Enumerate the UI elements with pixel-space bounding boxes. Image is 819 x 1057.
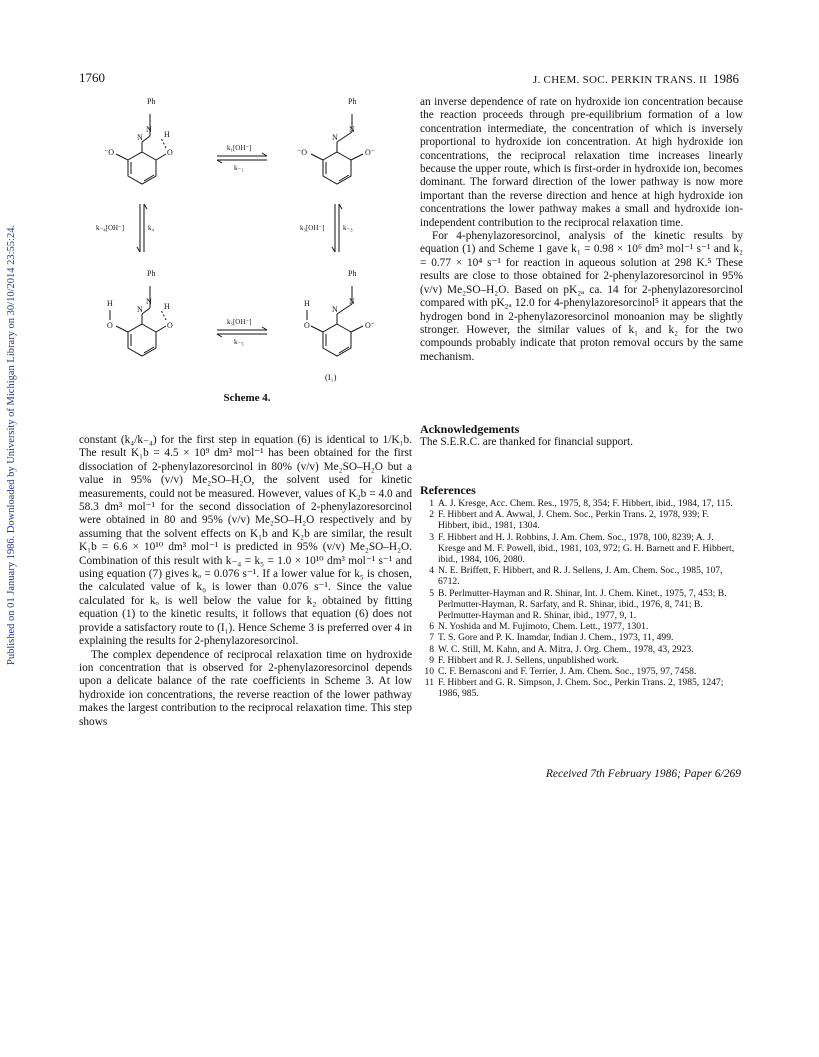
arrow-label-k4: k₋₄[OH⁻] [96, 224, 125, 232]
reference-item: 1 A. J. Kresge, Acc. Chem. Res., 1975, 8, 354; F. Hibbert, ibid., 1984, 17, 115. [429, 498, 733, 509]
svg-text:N: N [146, 297, 152, 306]
svg-text:N: N [332, 305, 338, 314]
svg-text:⁻O: ⁻O [297, 148, 307, 157]
svg-text:H: H [164, 302, 170, 311]
reference-item: 6 N. Yoshida and M. Fujimoto, Chem. Lett., 1977, 1301. [429, 621, 649, 633]
reference-item: 10 C. F. Bernasconi and F. Terrier, J. Am. Chem. Soc., 1975, 97, 7458. [424, 666, 697, 678]
svg-text:O: O [304, 321, 310, 330]
running-head [533, 71, 739, 87]
arrow-label-km5: k₋₅ [234, 338, 244, 346]
journal-name: J. CHEM. SOC. PERKIN TRANS. II [532, 74, 707, 86]
reference-item: 11 F. Hibbert and G. R. Simpson, J. Chem. Soc., Perkin Trans. 2, 1985, 1247; 1986, 985. [424, 677, 724, 700]
svg-text:O⁻: O⁻ [365, 148, 375, 157]
right-paragraph-1: an inverse dependence of rate on hydroxide ion concentration because the reaction proceeds through pre-equilibrium formation of a low concentration intermediate, the concentration of which is inversely proportional to hydroxide ion concentration. At high hydroxide ion concentrations, the reciprocal relaxation time increases linearly because the upper route, which is first-order in hydroxide ion, becomes dominant. The forward direction of the lower pathway is now more important than the reverse direction and hence at high hydroxide ion concentrations the lower pathway makes a small and hydroxide ion-independent contribution to the reciprocal relaxation time. [420, 96, 743, 229]
download-note: Published on 01 January 1986. Downloaded by University of Michigan Library on 30/10/2014 23:55:24. [6, 224, 17, 665]
reference-item: 4 N. E. Briffett, F. Hibbert, and R. J. Sellens, J. Am. Chem. Soc., 1985, 107, 6712. [429, 565, 723, 588]
compound-label: (I₁) [325, 372, 337, 382]
page-number: 1760 [79, 70, 105, 85]
svg-text:Ph: Ph [348, 97, 357, 106]
arrow-label-k1: k₁[OH⁻] [227, 144, 252, 152]
scheme-diagram [82, 92, 412, 392]
structure-top-right [311, 114, 363, 184]
download-watermark [0, 150, 20, 670]
reference-item: 7 T. S. Gore and P. K. Inamdar, Indian J. Chem., 1973, 11, 499. [429, 632, 674, 644]
svg-text:H: H [304, 299, 310, 308]
svg-text:O: O [107, 321, 113, 330]
svg-text:Ph: Ph [147, 269, 156, 278]
reference-item: 3 F. Hibbert and H. J. Robbins, J. Am. Chem. Soc., 1978, 100, 8239; A. J. Kresge and M. F. Powell, ibid., 1981, 103, 972; G. H. Barnett and F. Hibbert, ibid., 1984, 106, 2080. [429, 531, 735, 566]
svg-text:N: N [137, 133, 143, 142]
arrow-label-km3: k₋₃ [343, 224, 353, 232]
scheme-caption: Scheme 4. [223, 392, 271, 404]
svg-text:Ph: Ph [348, 269, 357, 278]
structure-bottom-left [110, 286, 166, 356]
svg-text:H: H [107, 299, 113, 308]
svg-text:O: O [167, 321, 173, 330]
arrow-label-k3: k₃[OH⁻] [300, 224, 325, 232]
reference-item: 9 F. Hibbert and R. J. Sellens, unpublished work. [429, 654, 619, 666]
structure-top-left [116, 114, 166, 184]
reference-item: 8 W. C. Still, M. Kahn, and A. Mitra, J. Org. Chem., 1978, 43, 2923. [429, 643, 694, 655]
svg-text:O⁻: O⁻ [365, 321, 375, 330]
arrow-label-km1: k₋₁ [234, 164, 244, 172]
right-column-text [420, 96, 743, 364]
right-paragraph-2: For 4-phenylazoresorcinol, analysis of the kinetic results by equation (1) and Scheme 1 gave k₁ = 0.98 × 10⁶ dm³ mol⁻¹ s⁻¹ and k₂ = 0.77 × 10⁴ s⁻¹ for reaction in aqueous solution at 298 K.⁵ These results are close to those obtained for 2-phenylazoresorcinol in 95% (v/v) Me₂SO–H₂O. Based on pK₂ₐ ca. 14 for 2-phenylazoresorcinol compared with pK₂ₐ 12.0 for 4-phenylazoresorcinol⁵ it appears that the hydrogen bond in 2-phenylazoresorcinol monoanion may be slightly stronger. However, the similar values of k₁ and k₂ for the two compounds probably indicate that proton removal occurs by the same mechanism. [420, 230, 743, 363]
arrow-label-k4b: k₄ [148, 224, 154, 232]
scheme-figure [82, 92, 412, 412]
acknowledgements-text: The S.E.R.C. are thanked for financial support. [420, 436, 634, 448]
references-list [420, 498, 743, 700]
reference-item: 5 B. Perlmutter-Hayman and R. Shinar, Int. J. Chem. Kinet., 1975, 7, 453; B. Perlmutter-Hayman, R. Sarfaty, and R. Shinar, ibid., 1976, 8, 741; B. Perlmutter-Hayman and R. Shinar, ibid., 1977, 9, 1. [429, 587, 727, 622]
svg-text:N: N [349, 125, 355, 134]
journal-year: 1986 [713, 71, 739, 86]
left-paragraph-2: The complex dependence of reciprocal relaxation time on hydroxide ion concentration that is observed for 2-phenylazoresorcinol depends upon a delicate balance of the rate coefficients in Scheme 3. At low hydroxide ion concentrations, the reverse reaction of the lower pathway makes the largest contribution to the reciprocal relaxation time. This step shows [79, 648, 412, 728]
svg-text:N: N [137, 305, 143, 314]
references-heading: References [420, 483, 476, 497]
arrow-label-k5: k₅[OH⁻] [227, 318, 252, 326]
ph-label: Ph [147, 97, 156, 106]
left-column-text [79, 434, 412, 729]
svg-text:H: H [164, 130, 170, 139]
svg-text:N: N [349, 297, 355, 306]
svg-text:N: N [146, 125, 152, 134]
svg-text:N: N [332, 133, 338, 142]
acknowledgements-heading: Acknowledgements [420, 422, 520, 436]
svg-text:⁻O: ⁻O [104, 148, 114, 157]
reference-item: 2 F. Hibbert and A. Awwal, J. Chem. Soc., Perkin Trans. 2, 1978, 939; F. Hibbert, ibid., 1981, 1304. [429, 509, 710, 532]
svg-text:O: O [167, 148, 173, 157]
received-date: Received 7th February 1986; Paper 6/269 [545, 768, 741, 780]
left-paragraph-1: constant (k₄/k₋₄) for the first step in equation (6) is identical to 1/K₁b. The result K₁b = 4.5 × 10⁹ dm³ mol⁻¹ has been obtained for the first dissociation of 2-phenylazoresorcinol in 80% (v/v) Me₂SO–H₂O but a value in 95% (v/v) Me₂SO–H₂O, the solvent used for kinetic measurements, could not be measured. However, values of K₂b = 4.0 and 58.3 dm³ mol⁻¹ for the second dissociation of 2-phenylazoresorcinol were obtained in 80 and 95% (v/v) Me₂SO–H₂O respectively and by assuming that the solvent effects on K₁b and K₂b are similar, the result K₁b = 6.6 × 10¹⁰ dm³ mol⁻¹ is predicted in 95% (v/v) Me₂SO–H₂O. Combination of this result with k₋₄ = k₅ = 1.0 × 10¹⁰ dm³ mol⁻¹ s⁻¹ and using equation (7) gives kₒ = 0.076 s⁻¹. If a lower value for k₅ is chosen, the calculated value of k₀ is lower than 0.076 s⁻¹. Since the value calculated for kₒ is well below the value for k₂ obtained by fitting equation (1) to the kinetic results, it follows that equation (6) does not provide a satisfactory route to (I₁). Hence Scheme 3 is preferred over 4 in explaining the results for 2-phenylazoresorcinol. [79, 434, 412, 648]
